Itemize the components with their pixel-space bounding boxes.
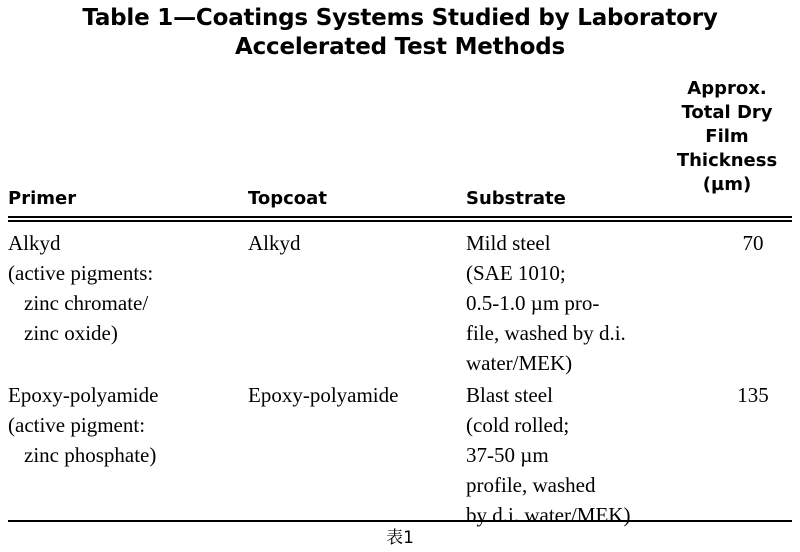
column-header-thickness-line-5: (µm)	[702, 173, 752, 195]
cell-topcoat	[248, 380, 463, 410]
column-header-topcoat: Topcoat	[248, 187, 327, 209]
table-body	[8, 222, 792, 530]
table-title-line-1: Table 1—Coatings Systems Studied by Laboratory	[82, 5, 718, 31]
cell-topcoat-line-1: Alkyd	[248, 230, 301, 255]
column-header-thickness	[662, 77, 792, 197]
header-top-rule	[8, 216, 792, 218]
cell-substrate-line-5: by d.i. water/MEK)	[466, 502, 631, 527]
cell-primer-line-3: zinc chromate/	[24, 290, 149, 315]
cell-substrate-line-5: water/MEK)	[466, 350, 573, 375]
cell-substrate-line-2: (cold rolled;	[466, 412, 570, 437]
cell-substrate-line-4: profile, washed	[466, 472, 596, 497]
table-title-line-2: Accelerated Test Methods	[234, 34, 565, 61]
cell-primer-line-2: (active pigment:	[8, 412, 146, 437]
cell-primer-line-3: zinc phosphate)	[24, 442, 157, 467]
cell-topcoat	[248, 228, 463, 258]
table-row	[8, 228, 792, 375]
figure-caption: 表1	[386, 528, 414, 548]
column-header-thickness-line-2: Total Dry	[681, 101, 773, 123]
cell-primer-line-1: Alkyd	[8, 230, 61, 255]
cell-thickness: 135	[737, 382, 769, 407]
cell-primer-line-4: zinc oxide)	[24, 320, 118, 345]
cell-substrate	[466, 228, 696, 378]
cell-substrate-line-3: 0.5-1.0 µm pro-	[466, 290, 600, 315]
cell-thickness: 70	[742, 230, 764, 255]
column-header-thickness-line-4: Thickness	[676, 149, 778, 171]
cell-primer-line-2: (active pigments:	[8, 260, 154, 285]
cell-primer-line-1: Epoxy-polyamide	[8, 382, 159, 407]
table-row	[8, 380, 792, 530]
cell-substrate-line-1: Blast steel	[466, 382, 553, 407]
table	[8, 77, 792, 530]
column-header-primer: Primer	[8, 187, 77, 209]
cell-substrate-line-4: file, washed by d.i.	[466, 320, 626, 345]
table-header-row	[8, 77, 792, 213]
cell-substrate-line-3: 37-50 µm	[466, 442, 549, 467]
column-header-thickness-line-3: Film	[705, 125, 749, 147]
column-header-thickness-line-1: Approx.	[687, 77, 767, 99]
table-bottom-rule	[8, 520, 792, 522]
cell-primer	[8, 380, 243, 470]
cell-primer	[8, 228, 243, 348]
cell-substrate-line-1: Mild steel	[466, 230, 551, 255]
table-title	[20, 0, 780, 63]
column-header-substrate: Substrate	[466, 187, 566, 209]
cell-substrate	[466, 380, 696, 530]
cell-substrate-line-2: (SAE 1010;	[466, 260, 566, 285]
cell-topcoat-line-1: Epoxy-polyamide	[248, 382, 399, 407]
